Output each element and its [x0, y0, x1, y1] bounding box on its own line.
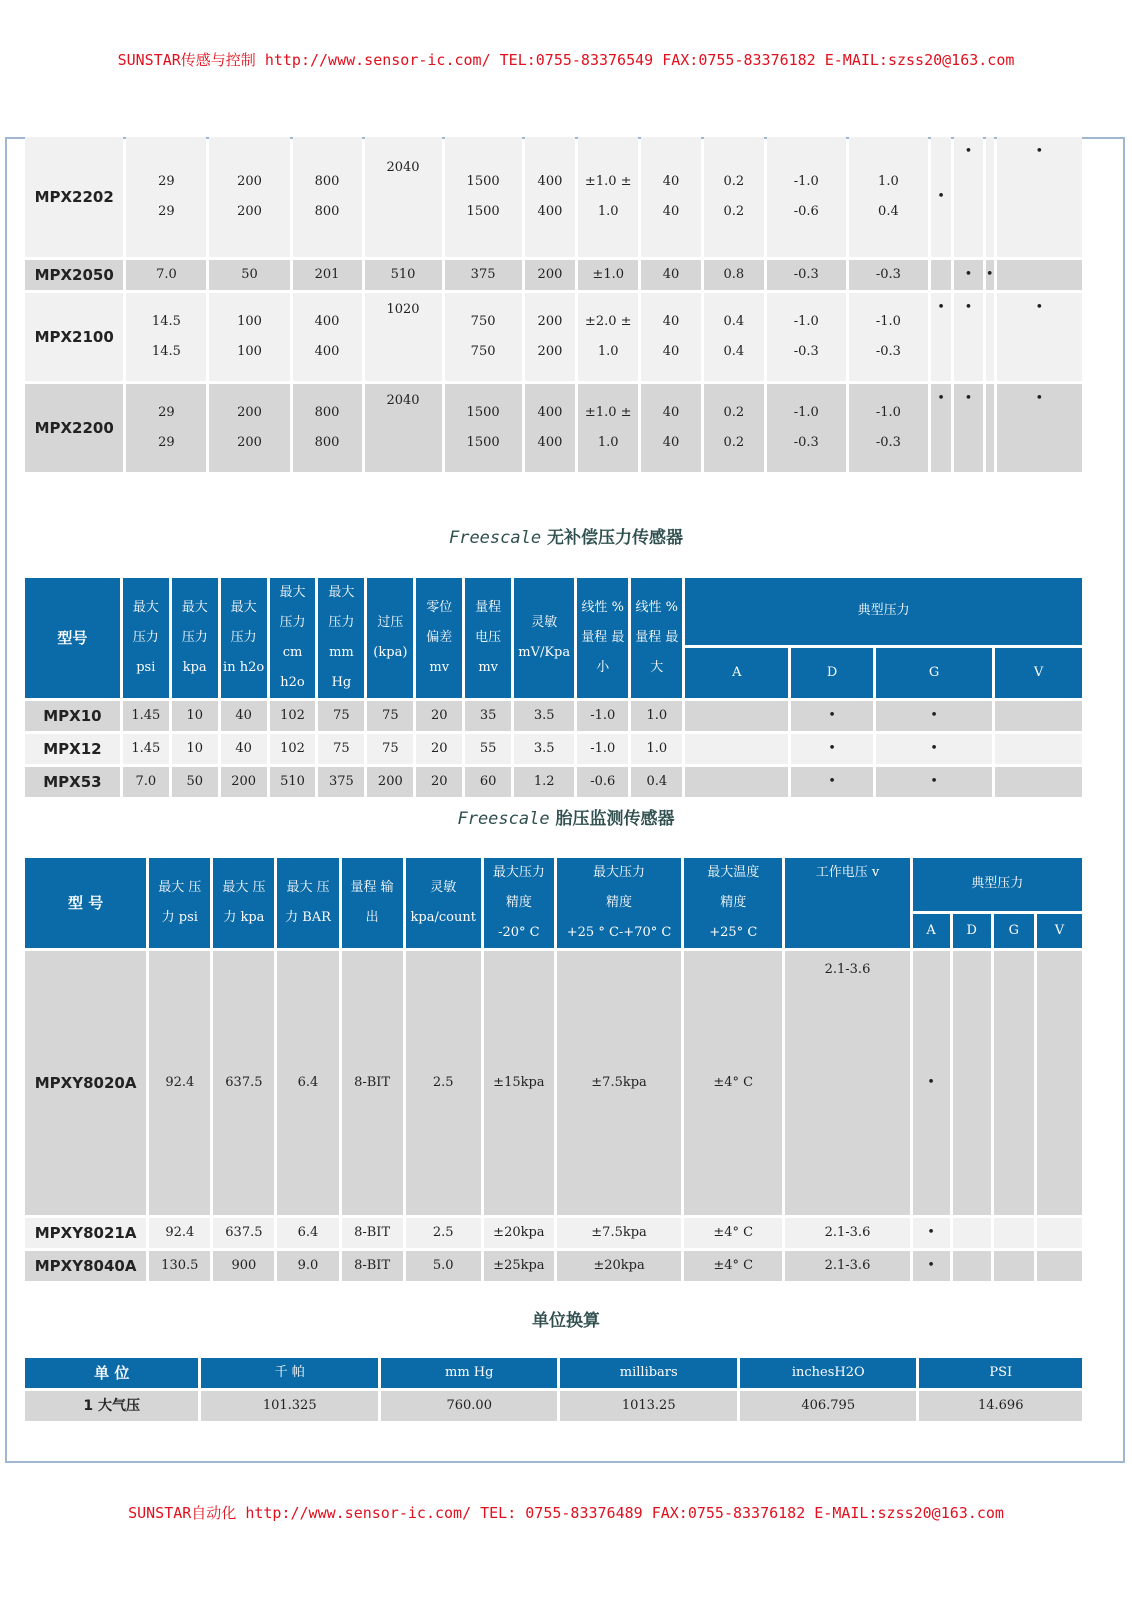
model-cell: MPX2200: [25, 384, 123, 472]
section-title-tpms: Freescale 胎压监测传感器: [457, 809, 675, 829]
table-cell: [995, 734, 1082, 764]
table-cell: 8-BIT: [342, 1218, 403, 1248]
table-cell: 75: [367, 701, 413, 731]
unit-value: 406.795: [740, 1391, 917, 1421]
table-cell: 10: [172, 701, 218, 731]
table-cell: 50: [172, 767, 218, 797]
page-header: SUNSTAR传感与控制 http://www.sensor-ic.com/ TEL:0755-83376549 FAX:0755-83376182 E-MAIL:szss20@163.com: [117, 51, 1015, 69]
table-cell: 9.0: [277, 1251, 338, 1281]
table-cell: [994, 1218, 1034, 1248]
table-cell: 102: [270, 734, 316, 764]
table-cell: [994, 1251, 1034, 1281]
table-cell: [953, 1251, 991, 1281]
table-row: MPX2202 29 29 200 200 800 800 2040 1500 1500 400 400 ±1.0 ± 1.0 40 40 0.2 0.2 -1.0 -0.6 1.0 0.4 • • •: [25, 137, 1082, 257]
table-cell: 92.4: [149, 1218, 210, 1248]
unit-header: 千 帕: [201, 1358, 378, 1388]
table-cell: 40: [221, 734, 267, 764]
table-cell: 6.4: [277, 951, 338, 1215]
unit-conversion-table: [22, 1355, 1085, 1424]
table-cell: •: [913, 1218, 950, 1248]
model-cell: MPXY8021A: [25, 1218, 146, 1248]
table-cell: 2.5: [406, 1218, 481, 1248]
uncompensated-sensor-table: 型号 最大 压力 psi 最大 压力 kpa 最大 压力 in h2o 最大 压力 cm h2o 最大 压力 mm Hg 过压 (kpa) 零位 偏差 mv 量程 电压 mv 灵敏 mV/Kpa 线性 % 量程 最 小 线性 % 量程 最 大 典型压力 A D G V MPX10 1.45 10 40 102 75 75 20 35 3.5 -1.0 1.0 • • MPX12 1.45 10 40 102 75 75 20 55 3.5 -1.0 1.0 • • MPX53 7.0 50 200 510 375 200 20 60 1.2 -0.6 0.4 • •: [22, 575, 1085, 800]
table-cell: [685, 767, 788, 797]
table-cell: ±20kpa: [557, 1251, 681, 1281]
table-row: [25, 951, 1082, 1215]
table-cell: 200: [221, 767, 267, 797]
tpms-sensor-table: 型 号 最大 压 力 psi 最大 压 力 kpa 最大 压 力 BAR 量程 输 出 灵敏 kpa/count 最大压力 精度 -20° C 最大压力 精度 +25 ° C-+70° C 最大温度 精度 +25° C 工作电压 v 典型压力 A D G V MPXY8020A 92.4 637.5 6.4 8-BIT 2.5 ±15kpa ±7.5kpa ±4° C 2.1-3.6 • MPXY8021A 92.4 637.5 6.4 8-BIT 2.5 ±20kpa ±7.5kpa ±4° C 2.1-3.6 • MPXY8040A 130.5 900 9.0 8-BIT 5.0 ±25kpa ±20kpa ±4° C 2.1-3.6 •: [22, 855, 1085, 1284]
table-cell: ±4° C: [684, 1251, 782, 1281]
table-row: [25, 734, 1082, 764]
table-cell: 200: [367, 767, 413, 797]
table-cell: 6.4: [277, 1218, 338, 1248]
section-title-unit-conversion: 单位换算: [532, 1311, 600, 1331]
unit-value: 101.325: [201, 1391, 378, 1421]
table-cell: 2.5: [406, 951, 481, 1215]
table-cell: ±4° C: [684, 1218, 782, 1248]
table-cell: 55: [465, 734, 511, 764]
table-row: [25, 1218, 1082, 1248]
table-cell: •: [876, 767, 992, 797]
table-cell: -1.0: [577, 734, 628, 764]
table-cell: ±7.5kpa: [557, 1218, 681, 1248]
table-row: MPX2200 29 29 200 200 800 800 2040 1500 1500 400 400 ±1.0 ± 1.0 40 40 0.2 0.2 -1.0 -0.3 -1.0 -0.3 • • •: [25, 384, 1082, 472]
table-cell: 2.1-3.6: [785, 1218, 909, 1248]
model-header: 型号: [25, 578, 120, 698]
table-cell: -1.0: [577, 701, 628, 731]
page-footer: SUNSTAR自动化 http://www.sensor-ic.com/ TEL: 0755-83376489 FAX:0755-83376182 E-MAIL:szss20@163.com: [128, 1504, 1004, 1522]
table-row: [25, 1251, 1082, 1281]
typical-pressure-header: 典型压力: [913, 858, 1082, 911]
table-cell: 35: [465, 701, 511, 731]
unit-header: 单 位: [25, 1358, 198, 1388]
table-cell: •: [913, 951, 950, 1215]
table-cell: 8-BIT: [342, 1251, 403, 1281]
table-cell: 20: [416, 701, 462, 731]
table-cell: 75: [318, 734, 364, 764]
table-cell: -0.6: [577, 767, 628, 797]
table-cell: 102: [270, 701, 316, 731]
model-cell: MPX2050: [25, 260, 123, 290]
table-cell: 60: [465, 767, 511, 797]
table-cell: 5.0: [406, 1251, 481, 1281]
model-cell: MPX2100: [25, 293, 123, 381]
table-cell: 2.1-3.6: [785, 1251, 909, 1281]
table-cell: [1037, 951, 1082, 1215]
table-cell: 40: [221, 701, 267, 731]
table-cell: •: [876, 701, 992, 731]
table-cell: ±25kpa: [484, 1251, 554, 1281]
table-cell: [1037, 1218, 1082, 1248]
table-cell: [685, 734, 788, 764]
unit-label: 1 大气压: [25, 1391, 198, 1421]
table-cell: 20: [416, 767, 462, 797]
table-cell: 510: [270, 767, 316, 797]
table-cell: 3.5: [514, 734, 574, 764]
table-cell: 0.4: [631, 767, 682, 797]
table-cell: [995, 701, 1082, 731]
typical-pressure-header: 典型压力: [685, 578, 1082, 645]
unit-header: millibars: [560, 1358, 737, 1388]
table-cell: [1037, 1251, 1082, 1281]
unit-value: 1013.25: [560, 1391, 737, 1421]
table-cell: 900: [213, 1251, 274, 1281]
table-cell: 75: [367, 734, 413, 764]
model-cell: MPXY8040A: [25, 1251, 146, 1281]
unit-header: PSI: [919, 1358, 1082, 1388]
model-cell: MPX53: [25, 767, 120, 797]
table-cell: ±4° C: [684, 951, 782, 1215]
table-cell: 1.0: [631, 734, 682, 764]
table-cell: 20: [416, 734, 462, 764]
table-cell: ±20kpa: [484, 1218, 554, 1248]
table-cell: 10: [172, 734, 218, 764]
unit-header: mm Hg: [381, 1358, 558, 1388]
model-cell: MPX2202: [25, 137, 123, 257]
table-cell: [685, 701, 788, 731]
table-row: [25, 1391, 1082, 1421]
table-row: MPX2050 7.0 50 201 510 375 200 ±1.0 40 0.8 -0.3 -0.3 • •: [25, 260, 1082, 290]
table-cell: 637.5: [213, 951, 274, 1215]
table-cell: •: [913, 1251, 950, 1281]
table-cell: 92.4: [149, 951, 210, 1215]
table-cell: ±15kpa: [484, 951, 554, 1215]
table-cell: [995, 767, 1082, 797]
table-cell: [994, 951, 1034, 1215]
table-cell: 1.45: [123, 701, 169, 731]
table-cell: 3.5: [514, 701, 574, 731]
table-cell: 75: [318, 701, 364, 731]
model-header: 型 号: [25, 858, 146, 948]
unit-value: 760.00: [381, 1391, 558, 1421]
unit-header: inchesH2O: [740, 1358, 917, 1388]
table-cell: 637.5: [213, 1218, 274, 1248]
model-cell: MPX12: [25, 734, 120, 764]
table-cell: 7.0: [123, 767, 169, 797]
table-cell: •: [876, 734, 992, 764]
table-cell: •: [791, 701, 873, 731]
table-cell: 375: [318, 767, 364, 797]
table-row: MPX2100 14.5 14.5 100 100 400 400 1020 750 750 200 200 ±2.0 ± 1.0 40 40 0.4 0.4 -1.0 -0.3 -1.0 -0.3 • • •: [25, 293, 1082, 381]
table-cell: [953, 951, 991, 1215]
unit-value: 14.696: [919, 1391, 1082, 1421]
table-cell: 2.1-3.6: [785, 951, 909, 1215]
section-title-uncompensated: Freescale 无补偿压力传感器: [448, 528, 684, 548]
table-row: [25, 701, 1082, 731]
table-cell: 130.5: [149, 1251, 210, 1281]
table-cell: •: [791, 767, 873, 797]
model-cell: MPXY8020A: [25, 951, 146, 1215]
table-cell: 1.45: [123, 734, 169, 764]
table-row: [25, 767, 1082, 797]
table-cell: ±7.5kpa: [557, 951, 681, 1215]
table-cell: 1.2: [514, 767, 574, 797]
table-cell: •: [791, 734, 873, 764]
model-cell: MPX10: [25, 701, 120, 731]
table-cell: [953, 1218, 991, 1248]
table-cell: 8-BIT: [342, 951, 403, 1215]
compensated-sensor-table: [22, 134, 1085, 475]
table-cell: 1.0: [631, 701, 682, 731]
